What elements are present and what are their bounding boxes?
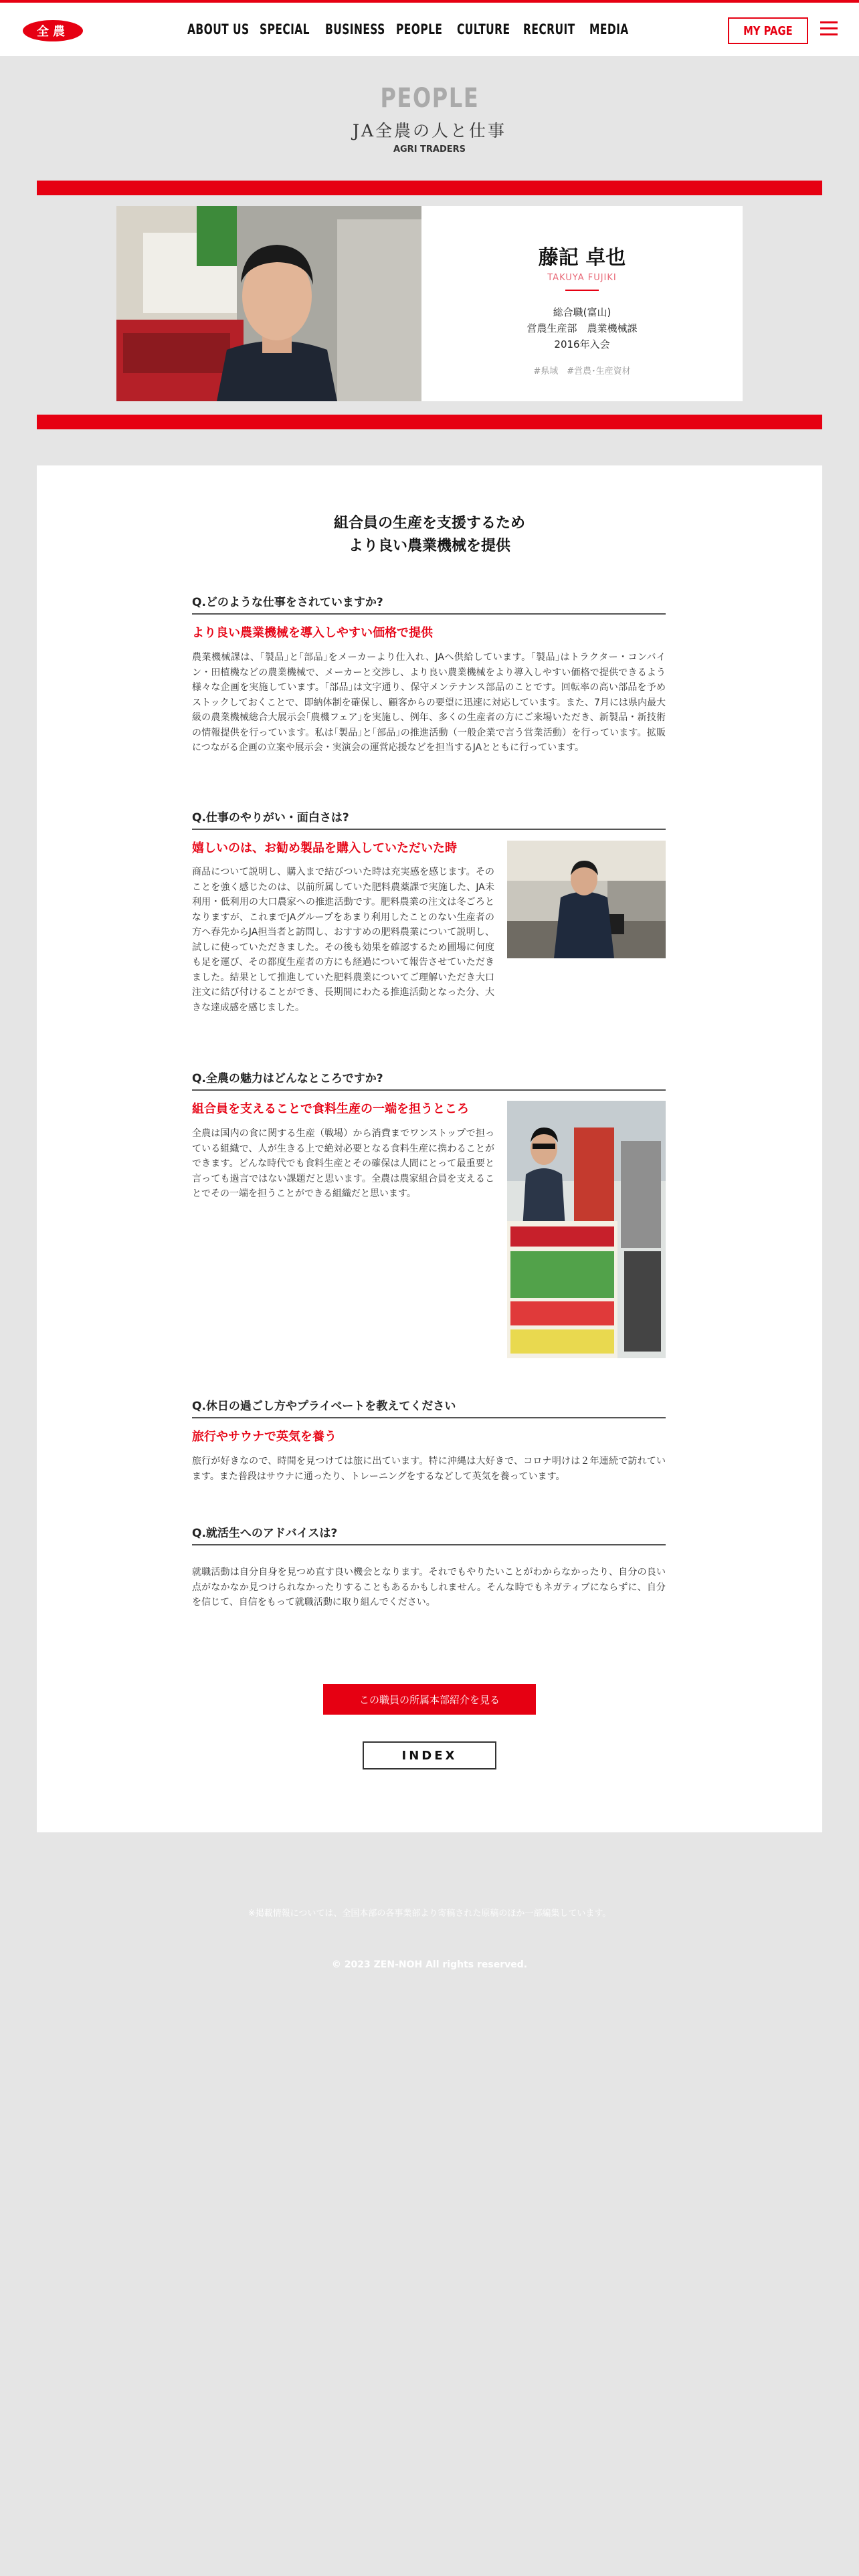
profile-joined: 2016年入会 [554,338,610,350]
interview-panel [37,465,822,1832]
answer-text: 商品について説明し、購入まで結びついた時は充実感を感じます。そのことを強く感じたのは、以前所属していた肥料農薬課で実施した、JA未利用・低利用の大口農家への推進活動です。肥料農業の注文は冬ごろとなりますが、これまでJAグループをあまり利用したことのない生産者の方へ春先からJA担当者と訪問し、おすすめの肥料農業について説明し、試しに使っていただきました。その後も効果を確認するため圃場に何度も足を運び、その都度生産者の方にも経過について報告させていただきました。結果として推進していた肥料農業についてご理解いただき大口注文に結び付けることができ、長期間にわたる推進活動となった分、大きな達成感を感じました。 [192,867,494,1013]
office-work-image [507,841,666,958]
nav-culture[interactable]: CULTURE [457,21,510,37]
department-intro-button[interactable]: この職員の所属本部紹介を見る [323,1684,536,1715]
nav-special[interactable]: SPECIAL [260,21,310,37]
site-logo[interactable]: 全農 [23,20,83,41]
question-heading: Q.休日の過ごし方やプライベートを教えてください [192,1396,666,1418]
my-page-button[interactable] [728,17,808,44]
answer-heading: より良い農業機械を導入しやすい価格で提供 [192,626,433,640]
profile-department: 営農生産部 農業機械課 [527,322,638,334]
my-page-label: MY PAGE [743,23,793,38]
profile-name-roman: TAKUYA FUJIKI [547,273,617,283]
index-button[interactable]: INDEX [363,1741,496,1769]
site-header [0,0,859,56]
lead-line-1: 組合員の生産を支援するため [333,515,525,532]
profile-office: 総合職(富山) [553,306,611,318]
profile-card [116,206,743,401]
footer-note: ※掲載情報については、全国本部の各事業部より寄稿された原稿のほか一部編集しています。 [248,1909,611,1919]
answer-text: 就職活動は自分自身を見つめ直す良い機会となります。それでもやりたいことがわからなかったり、自分の良い点がなかなか見つけられなかったりすることもあるかもしれません。そんな時でもネガティブにならずに、自分を信じて、自信をもって就職活動に取り組んでください。 [192,1567,666,1608]
profile-name: 藤記 卓也 [538,246,626,270]
section-title-jp: JA全農の人と仕事 [352,121,507,140]
profile-divider [565,290,599,291]
question-heading: Q.どのような仕事をされていますか? [192,593,666,615]
lead-line-2: より良い農業機械を提供 [348,538,510,554]
nav-recruit[interactable]: RECRUIT [523,21,575,37]
answer-heading: 旅行やサウナで英気を養う [192,1430,337,1444]
exhibition-photo [507,1101,666,1358]
top-divider-bar [37,181,822,195]
answer-text: 旅行が好きなので、時間を見つけては旅に出ています。特に沖縄は大好きで、コロナ明けは２年連続で訪れています。また普段はサウナに通ったり、トレーニングをするなどして英気を養っています。 [192,1456,666,1482]
question-heading: Q.就活生へのアドバイスは? [192,1523,666,1545]
footer-copyright: © 2023 ZEN-NOH All rights reserved. [331,1959,528,1970]
hamburger-menu-icon[interactable] [820,20,838,37]
section-category: AGRI TRADERS [393,144,466,154]
answer-text: 全農は国内の食に関する生産（戦場）から消費までワンストップで担っている組織で、人が生きる上で絶対必要となる食料生産に携わることができます。どんな時代でも食料生産とその確保は人間にとって最重要と言っても過言ではない課題だと思います。全農は農家組合員を支えることでその一端を担うことができる組織だと思います。 [192,1128,494,1199]
answer-heading: 組合員を支えることで食料生産の一端を担うところ [192,1102,469,1116]
profile-photo [116,206,421,401]
question-heading: Q.仕事のやりがい・面白さは? [192,808,666,830]
bottom-divider-bar [37,415,822,429]
question-heading: Q.全農の魅力はどんなところですか? [192,1069,666,1091]
lead-heading [37,512,822,558]
answer-heading: 嬉しいのは、お勧め製品を購入していただいた時 [192,841,457,855]
office-work-photo [507,841,666,958]
nav-people[interactable]: PEOPLE [396,21,443,37]
answer-text: 農業機械課は、｢製品｣と｢部品｣をメーカーより仕入れ、JAへ供給しています。｢製品｣はトラクター・コンバイン・田植機などの農業機械で、メーカーと交渉し、より良い農業機械をより導入しやすい価格で提供できるよう様々な企画を実施しています。｢部品｣は文字通り、保守メンテナンス部品のことです。回転率の高い部品を予めストックしておくことで、即納体制を確保し、顧客からの要望に迅速に対応しています。また、7月には県内最大級の農業機械総合大展示会｢農機フェア｣を実施し、例年、多くの生産者の方にご来場いただき、新製品・新技術の情報提供を行っています。私は｢製品｣と｢部品｣の推進活動（一般企業で言う営業活動）を行っています。拡販につながる企画の立案や展示会・実演会の運営応援などを担当するJAとともに行っています。 [192,652,666,753]
nav-media[interactable]: MEDIA [589,21,629,37]
nav-business[interactable]: BUSINESS [325,21,385,37]
exhibition-image [507,1101,666,1358]
profile-tags: #県域 #営農･生産資材 [533,366,631,377]
section-title-en: PEOPLE [380,83,479,114]
nav-about-us[interactable]: ABOUT US [187,21,250,37]
profile-photo-image [116,206,421,401]
